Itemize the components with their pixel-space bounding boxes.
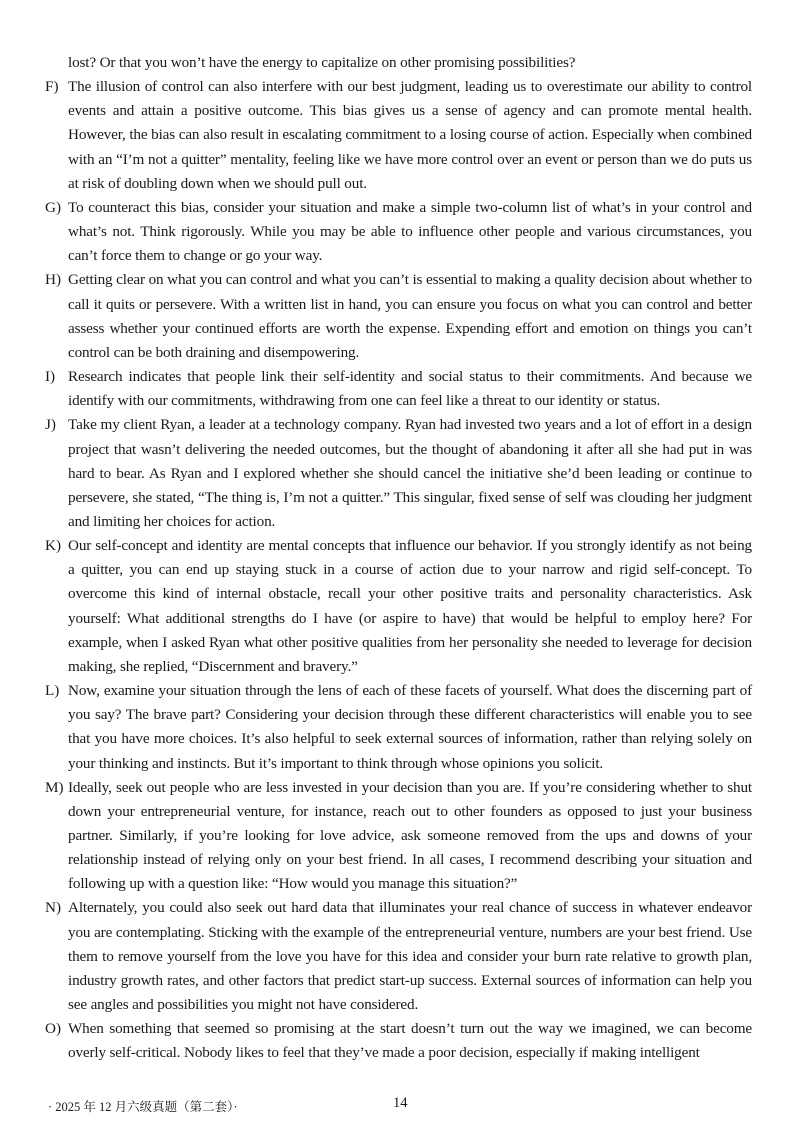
paragraph-continuation (45, 51, 752, 75)
paragraph-j (45, 413, 752, 534)
paragraph-h (45, 268, 752, 365)
paragraph-label: J) (45, 416, 56, 434)
paragraph-label: K) (45, 537, 62, 555)
paragraph-label: G) (45, 198, 62, 216)
paragraph-text: Research indicates that people link their self-identity and social status to their commitments. And because we identify with our commitments, withdrawing from one can feel like a threat to our identity or status. (68, 368, 752, 410)
paragraph-text: To counteract this bias, consider your situation and make a simple two-column list of what’s in your control and what’s not. Think rigorously. While you may be able to influence other people and various circumstances, you can’t force them to change or go your way. (68, 198, 752, 265)
paragraph-label: F) (45, 78, 59, 96)
paragraph-o (45, 1017, 752, 1065)
document-body (45, 51, 752, 1066)
page-number: 14 (393, 1095, 408, 1111)
footer-source: · 2025 年 12 月六级真题（第二套）· (48, 1100, 238, 1114)
paragraph-label: I) (45, 368, 56, 386)
paragraph-m (45, 776, 752, 897)
paragraph-label: M) (45, 778, 64, 796)
paragraph-text: The illusion of control can also interfere with our best judgment, leading us to overestimate our ability to control events and attain a positive outcome. This bias gives us a sense of agency and can promote mental health. However, the bias can also result in escalating commitment to a losing course of action. Especially when combined with an “I’m not a quitter” mentality, feeling like we have more control over an event or person than we do puts us at risk of doubling down when we should pull out. (68, 78, 752, 192)
paragraph-label: N) (45, 899, 62, 917)
paragraph-text: Now, examine your situation through the lens of each of these facets of yourself. What does the discerning part of you say? The brave part? Considering your decision through these different characteristics will enable you to see that you have more choices. It’s also helpful to seek external sources of information, rather than relying solely on your thinking and instincts. But it’s important to think through whose opinions you solicit. (68, 682, 752, 772)
paragraph-text: When something that seemed so promising at the start doesn’t turn out the way we imagined, we can become overly self-critical. Nobody likes to feel that they’ve made a poor decision, especially if making intelligent (68, 1020, 752, 1062)
paragraph-f (45, 75, 752, 196)
paragraph-label: L) (45, 682, 60, 700)
paragraph-i (45, 365, 752, 413)
paragraph-text: Ideally, seek out people who are less invested in your decision than you are. If you’re considering whether to shut down your entrepreneurial venture, for instance, reach out to other founders as opposed to just your business partner. Similarly, if you’re looking for love advice, ask someone removed from the ups and downs of your relationship instead of relying only on your best friend. In all cases, I recommend describing your situation and following up with a question like: “How would you manage this situation?” (68, 778, 752, 893)
paragraph-k (45, 534, 752, 679)
paragraph-n (45, 896, 752, 1017)
paragraph-l (45, 679, 752, 776)
paragraph-text: lost? Or that you won’t have the energy to capitalize on other promising possibilities? (68, 54, 576, 71)
paragraph-text: Take my client Ryan, a leader at a technology company. Ryan had invested two years and a lot of effort in a design project that wasn’t delivering the needed outcomes, but the thought of abandoning it after all she had put in was hard to bear. As Ryan and I explored whether she should cancel the initiative she’d been leading or continue to persevere, she stated, “The thing is, I’m not a quitter.” This singular, fixed sense of self was clouding her judgment and limiting her choices for action. (68, 416, 752, 530)
paragraph-label: H) (45, 271, 62, 289)
paragraph-text: Our self-concept and identity are mental concepts that influence our behavior. If you strongly identify as not being a quitter, you can end up staying stuck in a course of action due to your narrow and rigid self-concept. To overcome this kind of internal obstacle, recall your other positive traits and personality characteristics. Ask yourself: What additional strengths do I have (or aspire to have) that would be helpful to employ here? For example, when I asked Ryan what other positive qualities from her personality she needed to leverage for decision making, she replied, “Discernment and bravery.” (68, 537, 752, 675)
paragraph-text: Getting clear on what you can control and what you can’t is essential to making a quality decision about whether to call it quits or persevere. With a written list in hand, you can ensure you focus on what you can control and better assess whether your continued efforts are worth the expense. Expending effort and emotion on things you can’t control can be both draining and disempowering. (68, 271, 752, 361)
paragraph-text: Alternately, you could also seek out hard data that illuminates your real chance of success in whatever endeavor you are contemplating. Sticking with the example of the entrepreneurial venture, numbers are your best friend. Use them to remove yourself from the love you have for this idea and consider your burn rate relative to growth plan, industry growth rates, and other factors that predict start-up success. External sources of information can help you see angles and possibilities you might not have considered. (68, 899, 752, 1014)
paragraph-g (45, 196, 752, 268)
paragraph-label: O) (45, 1020, 62, 1038)
